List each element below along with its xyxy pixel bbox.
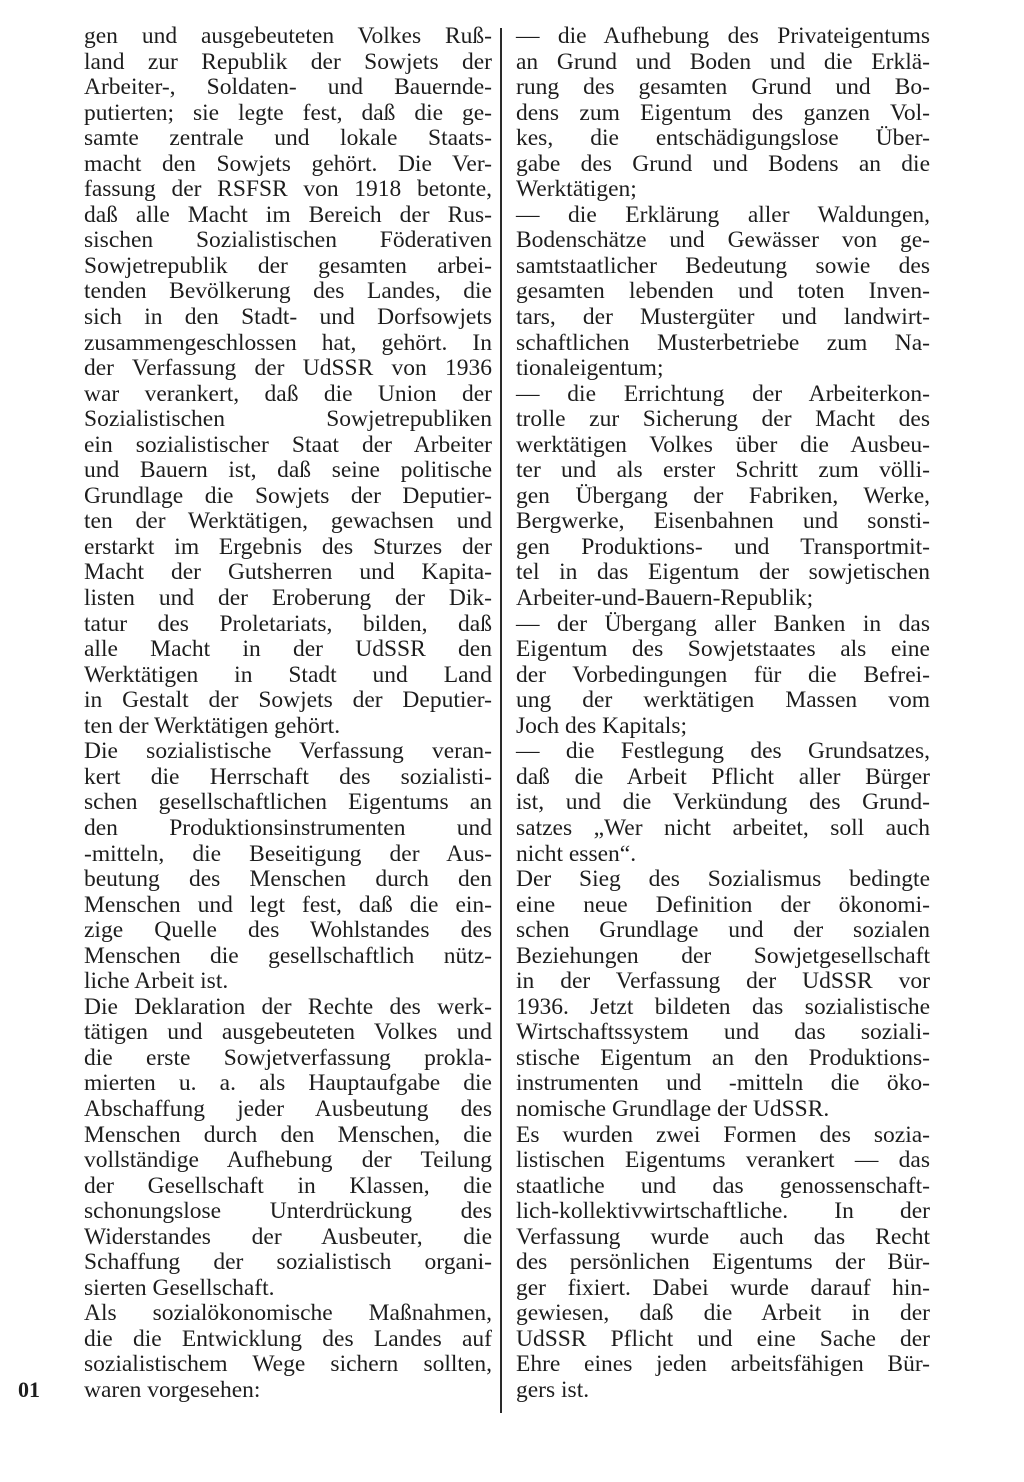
- column-divider: [500, 28, 502, 1413]
- text-line: — die Aufhebung des Privateigentums: [516, 23, 930, 49]
- text-line: dens zum Eigentum des ganzen Vol-: [516, 99, 930, 126]
- text-line: gesamten lebenden und toten Inven-: [516, 278, 930, 305]
- text-line: Joch des Kapitals;: [516, 712, 687, 739]
- text-line: Sozialistischen Sowjetrepubliken: [84, 406, 492, 433]
- text-line: ung der werktätigen Massen vom: [516, 687, 930, 714]
- text-line: Widerstandes der Ausbeuter, die: [84, 1223, 492, 1250]
- text-line: kes, die entschädigungslose Über-: [516, 125, 930, 152]
- text-line: schen gesellschaftlichen Eigentums an: [84, 789, 492, 816]
- text-line: ger fixiert. Dabei wurde darauf hin-: [516, 1274, 930, 1301]
- text-line: nomische Grundlage der UdSSR.: [516, 1095, 830, 1122]
- text-line: land zur Republik der Sowjets der: [84, 48, 492, 75]
- text-line: ten der Werktätigen gehört.: [84, 712, 341, 739]
- text-line: lich-kollektivwirtschaftliche. In der: [516, 1198, 930, 1225]
- text-line: Bergwerke, Eisenbahnen und sonsti-: [516, 508, 930, 535]
- text-line: UdSSR Pflicht und eine Sache der: [516, 1325, 930, 1352]
- text-line: zusammengeschlossen hat, gehört. In: [84, 329, 492, 356]
- text-line: der Verfassung der UdSSR von 1936: [84, 355, 492, 382]
- text-line: Beziehungen der Sowjetgesellschaft: [516, 942, 930, 969]
- text-line: mierten u. a. als Hauptaufgabe die: [84, 1070, 492, 1097]
- text-line: zige Quelle des Wohlstandes des: [84, 917, 492, 944]
- text-line: der Gesellschaft in Klassen, die: [84, 1172, 492, 1199]
- text-line: — die Festlegung des Grundsatzes,: [516, 738, 930, 765]
- text-line: war verankert, daß die Union der: [84, 380, 492, 407]
- text-line: Es wurden zwei Formen des sozia-: [516, 1121, 930, 1148]
- text-line: — der Übergang aller Banken in das: [516, 610, 930, 637]
- text-line: Bodenschätze und Gewässer von ge-: [516, 227, 930, 254]
- text-line: Wirtschaftssystem und das soziali-: [516, 1019, 930, 1046]
- text-line: tatur des Proletariats, bilden, daß: [84, 610, 492, 637]
- text-line: des persönlichen Eigentums der Bür-: [516, 1249, 930, 1276]
- text-line: Schaffung der sozialistisch organi-: [84, 1249, 492, 1276]
- right-column: [516, 24, 930, 1404]
- text-line: -mitteln, die Beseitigung der Aus-: [84, 840, 492, 867]
- text-line: ist, und die Verkündung des Grund-: [516, 789, 930, 816]
- text-line: 1936. Jetzt bildeten das sozialistische: [516, 993, 930, 1020]
- text-line: und Bauern ist, daß seine politische: [84, 457, 492, 484]
- text-line: ten der Werktätigen, gewachsen und: [84, 508, 492, 535]
- left-column: [84, 24, 492, 1404]
- text-line: samtstaatlicher Bedeutung sowie des: [516, 252, 930, 279]
- text-line: erstarkt im Ergebnis des Sturzes der: [84, 533, 492, 560]
- text-line: alle Macht in der UdSSR den: [84, 636, 492, 663]
- text-line: vollständige Aufhebung der Teilung: [84, 1147, 492, 1174]
- text-line: rung des gesamten Grund und Bo-: [516, 74, 930, 101]
- text-line: Sowjetrepublik der gesamten arbei-: [84, 252, 492, 279]
- text-line: gen Produktions- und Transportmit-: [516, 533, 930, 560]
- text-line: gers ist.: [516, 1376, 590, 1403]
- text-line: trolle zur Sicherung der Macht des: [516, 406, 930, 433]
- text-line: Die sozialistische Verfassung veran-: [84, 738, 492, 765]
- text-line: stische Eigentum an den Produktions-: [516, 1044, 930, 1071]
- text-line: in Gestalt der Sowjets der Deputier-: [84, 687, 492, 714]
- text-line: daß alle Macht im Bereich der Rus-: [84, 201, 492, 228]
- text-line: — die Errichtung der Arbeiterkon-: [516, 380, 930, 407]
- text-line: putierten; sie legte fest, daß die ge-: [84, 99, 492, 126]
- text-line: kert die Herrschaft des sozialisti-: [84, 763, 492, 790]
- text-line: Werktätigen in Stadt und Land: [84, 661, 492, 688]
- text-line: Als sozialökonomische Maßnahmen,: [84, 1300, 492, 1327]
- text-line: Menschen und legt fest, daß die ein-: [84, 891, 492, 918]
- text-line: in der Verfassung der UdSSR vor: [516, 968, 930, 995]
- text-line: Menschen die gesellschaftlich nütz-: [84, 942, 492, 969]
- text-line: tionaleigentum;: [516, 355, 664, 382]
- text-line: Grundlage die Sowjets der Deputier-: [84, 482, 492, 509]
- text-line: die erste Sowjetverfassung prokla-: [84, 1044, 492, 1071]
- text-line: Menschen durch den Menschen, die: [84, 1121, 492, 1148]
- text-line: gewiesen, daß die Arbeit in der: [516, 1300, 930, 1327]
- text-line: staatliche und das genossenschaft-: [516, 1172, 930, 1199]
- text-line: sischen Sozialistischen Föderativen: [84, 227, 492, 254]
- text-line: fassung der RSFSR von 1918 betonte,: [84, 176, 492, 203]
- text-line: liche Arbeit ist.: [84, 968, 229, 995]
- text-line: waren vorgesehen:: [84, 1376, 261, 1403]
- text-line: nicht essen“.: [516, 840, 637, 867]
- text-line: die die Entwicklung des Landes auf: [84, 1325, 492, 1352]
- text-line: gen Übergang der Fabriken, Werke,: [516, 482, 930, 509]
- text-line: beutung des Menschen durch den: [84, 866, 492, 893]
- text-line: sich in den Stadt- und Dorfsowjets: [84, 304, 492, 331]
- text-line: samte zentrale und lokale Staats-: [84, 125, 492, 152]
- text-line: Eigentum des Sowjetstaates als eine: [516, 636, 930, 663]
- text-line: daß die Arbeit Pflicht aller Bürger: [516, 763, 930, 790]
- text-line: Arbeiter-und-Bauern-Republik;: [516, 585, 814, 612]
- text-line: Ehre eines jeden arbeitsfähigen Bür-: [516, 1351, 930, 1378]
- text-line: sozialistischem Wege sichern sollten,: [84, 1351, 492, 1378]
- text-line: Verfassung wurde auch das Recht: [516, 1223, 930, 1250]
- text-line: sierten Gesellschaft.: [84, 1274, 275, 1301]
- text-line: tel in das Eigentum der sowjetischen: [516, 559, 930, 586]
- text-line: macht den Sowjets gehört. Die Ver-: [84, 150, 492, 177]
- text-line: Abschaffung jeder Ausbeutung des: [84, 1095, 492, 1122]
- page-number: 01: [18, 1377, 40, 1402]
- text-line: tätigen und ausgebeuteten Volkes und: [84, 1019, 492, 1046]
- text-line: ein sozialistischer Staat der Arbeiter: [84, 431, 492, 458]
- text-line: der Vorbedingungen für die Befrei-: [516, 661, 930, 688]
- text-line: Macht der Gutsherren und Kapita-: [84, 559, 492, 586]
- text-line: listen und der Eroberung der Dik-: [84, 585, 492, 612]
- text-line: instrumenten und -mitteln die öko-: [516, 1070, 930, 1097]
- text-line: werktätigen Volkes über die Ausbeu-: [516, 431, 930, 458]
- text-line: schaftlichen Musterbetriebe zum Na-: [516, 329, 930, 356]
- text-line: eine neue Definition der ökonomi-: [516, 891, 930, 918]
- text-line: listischen Eigentums verankert — das: [516, 1147, 930, 1174]
- text-line: den Produktionsinstrumenten und: [84, 814, 492, 841]
- text-line: Werktätigen;: [516, 176, 637, 203]
- text-line: an Grund und Boden und die Erklä-: [516, 48, 930, 75]
- text-line: gabe des Grund und Bodens an die: [516, 150, 930, 177]
- text-line: schonungslose Unterdrückung des: [84, 1198, 492, 1225]
- text-line: — die Erklärung aller Waldungen,: [516, 201, 930, 228]
- text-line: gen und ausgebeuteten Volkes Ruß-: [84, 23, 492, 49]
- text-line: tars, der Mustergüter und landwirt-: [516, 304, 930, 331]
- text-line: Der Sieg des Sozialismus bedingte: [516, 866, 930, 893]
- text-line: ter und als erster Schritt zum völli-: [516, 457, 930, 484]
- text-line: Arbeiter-, Soldaten- und Bauernde-: [84, 74, 492, 101]
- text-line: schen Grundlage und der sozialen: [516, 917, 930, 944]
- text-line: Die Deklaration der Rechte des werk-: [84, 993, 492, 1020]
- text-line: tenden Bevölkerung des Landes, die: [84, 278, 492, 305]
- text-line: satzes „Wer nicht arbeitet, soll auch: [516, 814, 930, 841]
